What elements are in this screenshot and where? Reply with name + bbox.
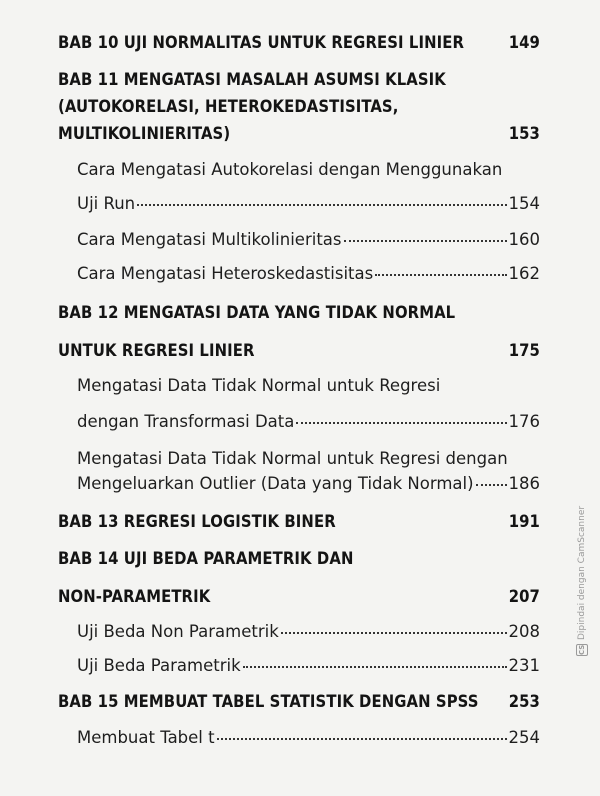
entry-title: Cara Mengatasi Autokorelasi dengan Menggunakan — [77, 160, 503, 179]
entry-title: Uji Run — [77, 194, 136, 213]
dot-leader — [281, 632, 507, 634]
dot-leader — [375, 274, 506, 276]
entry-outlier-line-1 — [77, 449, 540, 469]
entry-heteroskedastisitas — [77, 264, 540, 284]
entry-uji-beda-non-parametrik — [77, 622, 540, 642]
entry-membuat-tabel-t — [77, 728, 540, 748]
entry-page-number: 162 — [508, 264, 540, 283]
entry-page-number: 186 — [508, 474, 540, 493]
chapter-page-number: 153 — [508, 124, 540, 143]
entry-title: dengan Transformasi Data — [77, 412, 295, 431]
dot-leader — [217, 738, 507, 740]
chapter-title: UNTUK REGRESI LINIER — [58, 341, 255, 360]
entry-title: Uji Beda Non Parametrik — [77, 622, 279, 641]
chapter-title: NON-PARAMETRIK — [58, 587, 211, 606]
entry-title: Cara Mengatasi Multikolinieritas — [77, 230, 342, 249]
entry-transformasi-line-1 — [77, 376, 540, 396]
chapter-10 — [58, 33, 540, 53]
entry-multikolinieritas — [77, 230, 540, 250]
entry-title: Mengatasi Data Tidak Normal untuk Regresi — [77, 376, 441, 395]
entry-title: Uji Beda Parametrik — [77, 656, 241, 675]
chapter-11-line-1 — [58, 70, 540, 90]
entry-title: Mengeluarkan Outlier (Data yang Tidak Normal) — [77, 474, 474, 493]
entry-page-number: 208 — [508, 622, 540, 641]
entry-title: Mengatasi Data Tidak Normal untuk Regresi dengan — [77, 449, 508, 468]
chapter-12-line-1 — [58, 303, 540, 323]
chapter-title: (AUTOKORELASI, HETEROKEDASTISITAS, — [58, 97, 399, 116]
entry-page-number: 254 — [508, 728, 540, 747]
entry-transformasi — [77, 412, 540, 432]
chapter-page-number: 149 — [508, 33, 540, 52]
chapter-title: MULTIKOLINIERITAS) — [58, 124, 231, 143]
entry-outlier — [77, 474, 540, 494]
entry-autokorelasi — [77, 194, 540, 214]
chapter-11-line-3 — [58, 124, 540, 144]
scanner-watermark — [576, 506, 588, 656]
chapter-page-number: 191 — [508, 512, 540, 531]
chapter-12-line-2 — [58, 341, 540, 361]
chapter-title: BAB 15 MEMBUAT TABEL STATISTIK DENGAN SPSS — [58, 692, 479, 711]
entry-page-number: 160 — [508, 230, 540, 249]
chapter-title: BAB 12 MENGATASI DATA YANG TIDAK NORMAL — [58, 303, 456, 322]
camscanner-icon: CS — [578, 644, 586, 655]
dot-leader — [137, 204, 506, 206]
chapter-14-line-2 — [58, 587, 540, 607]
chapter-13 — [58, 512, 540, 532]
chapter-title: BAB 11 MENGATASI MASALAH ASUMSI KLASIK — [58, 70, 446, 89]
chapter-11-line-2 — [58, 97, 540, 117]
chapter-page-number: 175 — [508, 341, 540, 360]
dot-leader — [296, 422, 506, 424]
dot-leader — [243, 666, 507, 668]
chapter-page-number: 207 — [508, 587, 540, 606]
entry-title: Cara Mengatasi Heteroskedastisitas — [77, 264, 374, 283]
entry-title: Membuat Tabel t — [77, 728, 215, 747]
watermark-text: Dipindai dengan CamScanner — [577, 505, 587, 640]
chapter-15 — [58, 692, 540, 712]
entry-autokorelasi-line-1 — [77, 160, 540, 180]
entry-page-number: 154 — [508, 194, 540, 213]
chapter-title: BAB 10 UJI NORMALITAS UNTUK REGRESI LINIER — [58, 33, 464, 52]
dot-leader — [476, 484, 507, 486]
chapter-page-number: 253 — [508, 692, 540, 711]
chapter-title: BAB 14 UJI BEDA PARAMETRIK DAN — [58, 549, 354, 568]
dot-leader — [344, 240, 507, 242]
entry-page-number: 231 — [508, 656, 540, 675]
entry-page-number: 176 — [508, 412, 540, 431]
chapter-14-line-1 — [58, 549, 540, 569]
entry-uji-beda-parametrik — [77, 656, 540, 676]
chapter-title: BAB 13 REGRESI LOGISTIK BINER — [58, 512, 336, 531]
